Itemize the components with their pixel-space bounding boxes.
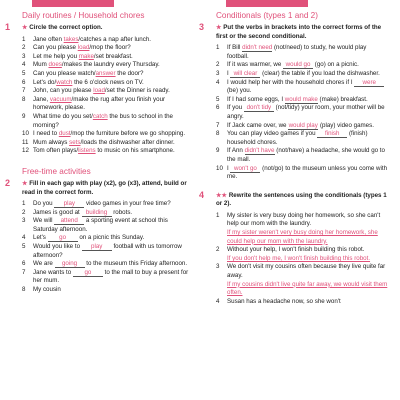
item-text: We will: [33, 217, 55, 225]
item-number: 6: [22, 78, 26, 86]
exercise-3: [199, 22, 388, 182]
item-text: /set breakfast.: [93, 52, 133, 60]
answer-gap[interactable]: will clear: [230, 70, 260, 78]
exercise-list: [22, 36, 194, 156]
exercise-instruction: ★ Fill in each gap with play (x2), go (x3), attend, build or read in the correct form.: [22, 179, 187, 196]
item-number: 5: [216, 95, 220, 103]
item-text: /catches a nap after lunch.: [78, 35, 151, 43]
item-number: 4: [22, 234, 26, 242]
item-text: Can you please watch/: [33, 69, 96, 77]
answer-gap[interactable]: were: [354, 79, 384, 87]
star-icon: ★: [216, 24, 224, 31]
exercise-item: [216, 298, 388, 307]
exercise-number: 2: [5, 177, 11, 188]
exercise-1: [5, 22, 194, 156]
exercise-item: [216, 147, 388, 164]
item-text: /make the rug after you finish your homework, please.: [33, 95, 166, 112]
item-text: Jane often: [33, 35, 64, 43]
right-header-tab: [226, 0, 308, 7]
item-text: I would help her with the household chores if I: [227, 78, 355, 86]
item-text: If you: [227, 104, 244, 112]
exercise-item: [22, 139, 194, 148]
exercise-item: [22, 260, 194, 269]
item-text: (be) you.: [227, 87, 252, 95]
answer-option: listens: [78, 147, 96, 155]
answer-gap[interactable]: play: [54, 200, 84, 208]
item-text: Do you: [33, 200, 55, 208]
item-text: (clear) the table if you load the dishwasher.: [260, 69, 380, 77]
item-number: 4: [22, 61, 26, 69]
item-text: to the mall to buy a present for her mum.: [33, 268, 189, 285]
item-number: 3: [22, 217, 26, 225]
item-number: 6: [22, 260, 26, 268]
item-text: Jane,: [33, 95, 50, 103]
exercise-item: [216, 44, 388, 61]
exercise-list: [216, 212, 388, 307]
item-text: Let's do/: [33, 78, 57, 86]
exercise-item: [22, 113, 194, 130]
item-text: Mum: [33, 61, 49, 69]
exercise-instruction: ★ Put the verbs in brackets into the correct forms of the first or the second conditional.: [216, 24, 382, 40]
exercise-item: [22, 130, 194, 139]
item-number: 1: [216, 44, 220, 52]
handwritten-answer[interactable]: If my cousins didn't live quite far away, we would visit them often.: [227, 280, 388, 297]
item-number: 8: [22, 286, 26, 294]
answer-option: watch: [56, 78, 73, 86]
answer-option: load: [93, 87, 105, 95]
exercise-item: [216, 61, 388, 70]
exercise-item: [216, 165, 388, 182]
answer-option: takes: [63, 35, 79, 43]
exercise-instruction: ★★ Rewrite the sentences using the conditionals (types 1 or 2).: [216, 191, 387, 208]
exercise-item: [216, 96, 388, 105]
item-number: 10: [216, 164, 223, 172]
item-text: What time do you set/: [33, 112, 93, 120]
answer-gap[interactable]: go: [48, 234, 78, 242]
item-text: John, can you please: [33, 87, 94, 95]
item-text: robots.: [111, 208, 133, 216]
exercise-2: [5, 177, 194, 295]
item-text: Let's: [33, 234, 48, 242]
answer-gap[interactable]: don't tidy: [244, 104, 274, 112]
exercise-item: [216, 104, 388, 121]
item-text: /set the Dinner is ready.: [104, 87, 170, 95]
item-text: We are: [33, 260, 55, 268]
exercise-4: [199, 189, 388, 307]
item-number: 8: [216, 130, 220, 138]
answer-gap[interactable]: go: [73, 269, 103, 277]
exercise-item: [22, 61, 194, 70]
exercise-instruction: ★ Circle the correct option.: [22, 24, 103, 31]
handwritten-answer[interactable]: If my sister weren't very busy doing her homework, she could help our mom with the laundry.: [227, 229, 378, 245]
item-text: /loads the dishwasher after dinner.: [80, 138, 175, 146]
item-text: Without your help, I won't finish building this robot.: [227, 246, 365, 254]
exercise-item: [22, 147, 194, 156]
item-text: Would you like to: [33, 243, 82, 251]
exercise-number: 4: [199, 189, 205, 200]
item-text: /mop the floor?: [89, 44, 131, 52]
answer-option: load: [77, 44, 90, 52]
item-text: (finish) household chores.: [227, 130, 368, 146]
exercise-list: [22, 200, 194, 295]
answer-gap[interactable]: play: [82, 243, 112, 251]
handwritten-answer[interactable]: If you don't help me, I won't finish building this robot.: [227, 254, 371, 262]
item-number: 2: [216, 61, 220, 69]
item-text: (not/tidy) your room, your mother will be angry.: [227, 104, 385, 120]
item-text: football with us tomorrow afternoon?: [33, 243, 182, 259]
item-text: the door?: [115, 69, 144, 77]
item-number: 5: [22, 243, 26, 251]
item-text: If Ann: [227, 147, 245, 155]
answer-option: vacuum: [49, 95, 72, 103]
answer-option: does: [48, 61, 62, 69]
exercise-item: [216, 212, 388, 246]
item-text: If Jack came over, we: [227, 121, 289, 129]
exercise-item: [22, 70, 194, 79]
item-text: I: [227, 164, 231, 172]
item-number: 12: [22, 147, 29, 155]
item-text: (play) video games.: [318, 121, 374, 129]
item-number: 1: [22, 200, 26, 208]
item-text: on a picnic this Sunday.: [77, 234, 145, 242]
item-number: 2: [22, 208, 26, 216]
answer-gap[interactable]: going: [55, 260, 85, 268]
item-text: Let me help you: [33, 52, 79, 60]
exercise-item: [216, 130, 388, 147]
exercise-item: [22, 217, 194, 234]
section-title-free-time: Free-time activities: [22, 166, 91, 176]
item-number: 4: [216, 297, 220, 305]
answer-gap[interactable]: would go: [283, 61, 313, 69]
star-icon: ★: [22, 24, 30, 31]
item-text: We don't visit my cousins often because they live quite far away.: [227, 263, 386, 280]
answer-gap[interactable]: attend: [54, 217, 84, 225]
item-text: (not/have) a headache, she would go to the mall.: [227, 147, 385, 163]
exercise-item: [216, 70, 388, 79]
item-number: 2: [216, 246, 220, 254]
item-number: 3: [22, 52, 26, 60]
exercise-item: [22, 234, 194, 243]
exercise-item: [216, 246, 388, 263]
item-text: to the museum this Friday afternoon.: [84, 260, 188, 268]
item-text: Susan has a headache now, so she won't: [227, 297, 341, 305]
item-text: /mop the furniture before we go shopping.: [70, 130, 186, 138]
item-text: I: [227, 69, 231, 77]
star-icon: ★★: [216, 191, 229, 199]
item-text: I need to: [33, 130, 59, 138]
item-text: the 6 o'clock news on TV.: [72, 78, 144, 86]
answer-gap[interactable]: didn't need: [242, 44, 273, 52]
answer-option: catch: [92, 112, 108, 120]
item-text: the bus to school in the morning?: [33, 112, 173, 129]
answer-option: make: [78, 52, 94, 60]
item-number: 2: [22, 44, 26, 52]
item-text: (go) on a picnic.: [313, 61, 359, 69]
star-icon: ★: [22, 179, 30, 187]
item-number: 7: [22, 268, 26, 276]
item-number: 7: [216, 121, 220, 129]
exercise-item: [22, 79, 194, 88]
right-column: [199, 10, 388, 310]
exercise-item: [216, 263, 388, 297]
answer-gap[interactable]: would play: [288, 121, 318, 129]
item-number: 7: [22, 87, 26, 95]
item-text: My cousin: [33, 286, 61, 294]
answer-gap[interactable]: would make: [284, 95, 318, 103]
item-number: 4: [216, 78, 220, 86]
section-title-daily-routines: Daily routines / Household chores: [22, 11, 145, 20]
item-text: to music on his smartphone.: [95, 147, 175, 155]
item-number: 10: [22, 130, 29, 138]
item-text: Jane wants to: [33, 268, 73, 276]
exercise-number: 1: [5, 22, 11, 32]
exercise-item: [22, 209, 194, 218]
exercise-number: 3: [199, 22, 205, 32]
item-number: 9: [216, 147, 220, 155]
item-number: 5: [22, 69, 26, 77]
answer-gap[interactable]: building: [82, 209, 112, 217]
item-text: (not/go) to the museum unless you come with me.: [227, 164, 388, 181]
item-text: Can you please: [33, 44, 78, 52]
exercise-item: [22, 96, 194, 113]
item-text: /makes the laundry every Thursday.: [61, 61, 160, 69]
exercise-item: [22, 53, 194, 62]
exercise-item: [22, 44, 194, 53]
exercise-item: [22, 269, 194, 286]
item-number: 1: [22, 35, 26, 43]
exercise-item: [22, 87, 194, 96]
answer-gap[interactable]: won't go: [230, 165, 260, 173]
item-text: (not/need) to study, he would play football.: [227, 44, 367, 60]
item-number: 6: [216, 104, 220, 112]
exercise-list: [216, 44, 388, 182]
item-number: 3: [216, 69, 220, 77]
item-text: You can play video games if you: [227, 130, 318, 138]
item-text: Mum always: [33, 138, 70, 146]
item-text: Tom often plays/: [33, 147, 79, 155]
item-text: If it was warmer, we: [227, 61, 284, 69]
left-column: [5, 10, 194, 299]
item-text: James is good at: [33, 208, 82, 216]
section-title-conditionals: Conditionals (types 1 and 2): [216, 11, 318, 20]
item-number: 11: [22, 138, 29, 146]
answer-gap[interactable]: finish: [317, 130, 347, 138]
answer-option: dust: [58, 130, 71, 138]
item-number: 1: [216, 211, 220, 219]
exercise-item: [216, 79, 388, 96]
answer-gap[interactable]: didn't have: [244, 147, 275, 155]
item-text: a sporting event at school this Saturday afternoon.: [33, 217, 168, 233]
item-number: 9: [22, 112, 26, 120]
item-number: 3: [216, 263, 220, 271]
exercise-item: [216, 122, 388, 131]
item-text: If I had some eggs, I: [227, 95, 285, 103]
item-number: 8: [22, 95, 26, 103]
exercise-item: [22, 243, 194, 260]
item-text: video games in your free time?: [84, 200, 171, 208]
exercise-item: [22, 200, 194, 209]
item-text: My sister is very busy doing her homework, so she can't help our mom with the laundry.: [227, 211, 381, 228]
left-header-tab: [32, 0, 114, 7]
exercise-item: [22, 36, 194, 45]
answer-option: answer: [95, 69, 116, 77]
exercise-item: [22, 286, 194, 295]
answer-option: sets: [69, 138, 81, 146]
item-text: If Bill: [227, 44, 243, 52]
item-text: (make) breakfast.: [317, 95, 368, 103]
